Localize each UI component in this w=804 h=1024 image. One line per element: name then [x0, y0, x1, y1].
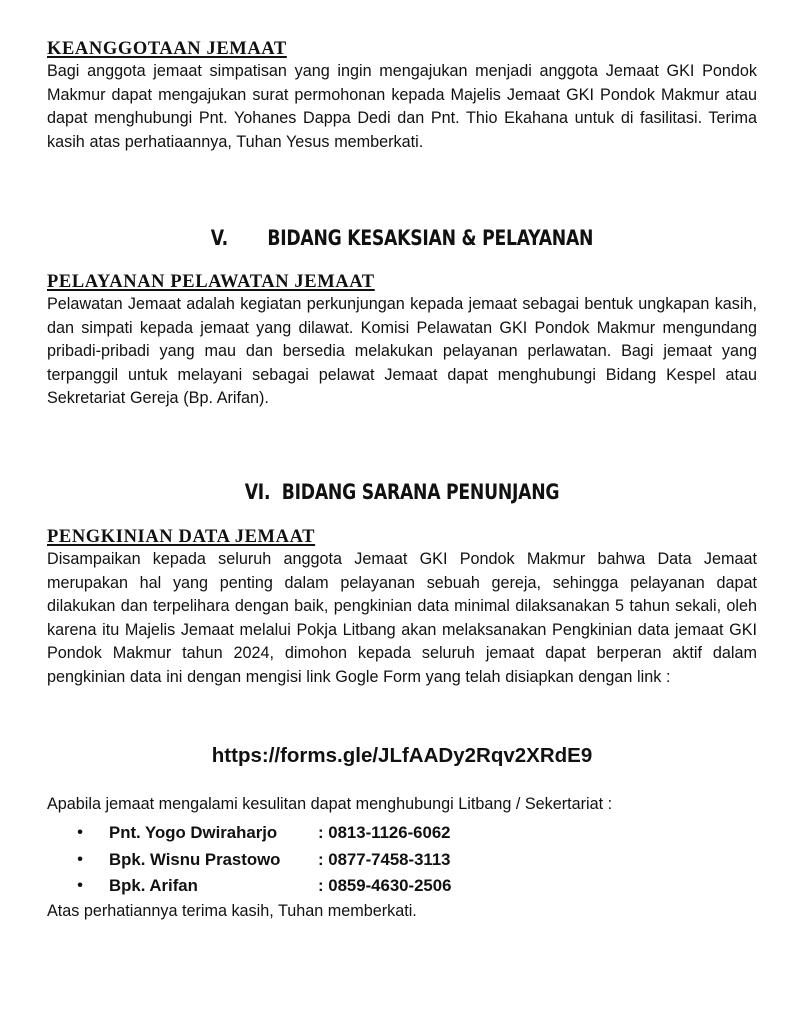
subsection-title: PENGKINIAN DATA JEMAAT [47, 527, 316, 547]
contact-phone: : 0877-7458-3113 [318, 849, 451, 869]
section-keanggotaan [47, 38, 757, 154]
section-number: VI. [244, 480, 271, 504]
paragraph: Disampaikan kepada seluruh anggota Jemaat GKI Pondok Makmur bahwa Data Jemaat merupakan hal yang penting dalam pelayanan sebuah gereja, sehingga pelayanan dapat dilakukan dan terpelihara dengan baik, pengkinian data minimal dilaksanakan 5 tahun sekali, oleh karena itu Majelis Jemaat melalui Pokja Litbang akan melaksanakan Pengkinian data jemaat GKI Pondok Makmur tahun 2024, dimohon kepada seluruh jemaat dapat berperan aktif dalam pengkinian data ini dengan mengisi link Gogle Form yang telah disiapkan dengan link : [47, 550, 757, 686]
contact-intro: Apabila jemaat mengalami kesulitan dapat menghubungi Litbang / Sekertariat : [47, 795, 613, 813]
section-heading-text: BIDANG SARANA PENUNJANG [281, 480, 560, 504]
section-number: V. [210, 226, 228, 250]
section-pengkinian [47, 526, 757, 690]
bullet-icon: • [77, 877, 83, 895]
closing-text: Atas perhatiannya terima kasih, Tuhan memberkati. [47, 902, 417, 920]
contact-list [47, 820, 757, 900]
subsection-title: KEANGGOTAAN JEMAAT [47, 39, 287, 59]
contact-item [47, 847, 757, 874]
section-heading-text: BIDANG KESAKSIAN & PELAYANAN [267, 226, 594, 250]
bullet-icon: • [77, 850, 83, 868]
subsection-title: PELAYANAN PELAWATAN JEMAAT [47, 272, 375, 292]
contact-phone: : 0813-1126-6062 [318, 823, 451, 843]
section-heading-vi [111, 477, 693, 507]
contact-phone: : 0859-4630-2506 [318, 876, 452, 896]
paragraph: Bagi anggota jemaat simpatisan yang ingin mengajukan menjadi anggota Jemaat GKI Pondok Makmur dapat mengajukan surat permohonan kepada Majelis Jemaat GKI Pondok Makmur atau dapat menghubungi Pnt. Yohanes Dappa Dedi dan Pnt. Thio Ekahana untuk di fasilitasi. Terima kasih atas perhatiaannya, Tuhan Yesus memberkati. [47, 62, 757, 151]
contact-item [47, 820, 757, 847]
section-pelawatan [47, 271, 757, 411]
contact-name: Pnt. Yogo Dwiraharjo [109, 823, 278, 843]
google-form-link[interactable]: https://forms.gle/JLfAADy2Rqv2XRdE9 [211, 744, 593, 767]
section-heading-v [111, 223, 693, 253]
contact-name: Bpk. Arifan [109, 876, 198, 896]
paragraph: Pelawatan Jemaat adalah kegiatan perkunjungan kepada jemaat sebagai bentuk ungkapan kasih, dan simpati kepada jemaat yang dilawat. Komisi Pelawatan GKI Pondok Makmur mengundang pribadi-pribadi yang mau dan bersedia melakukan pelayanan perlawatan. Bagi jemaat yang terpanggil untuk melayani sebagai pelawat Jemaat dapat menghubungi Bidang Kespel atau Sekretariat Gereja (Bp. Arifan). [47, 295, 757, 408]
contact-item [47, 873, 757, 900]
contact-name: Bpk. Wisnu Prastowo [109, 849, 281, 869]
bullet-icon: • [77, 824, 83, 842]
